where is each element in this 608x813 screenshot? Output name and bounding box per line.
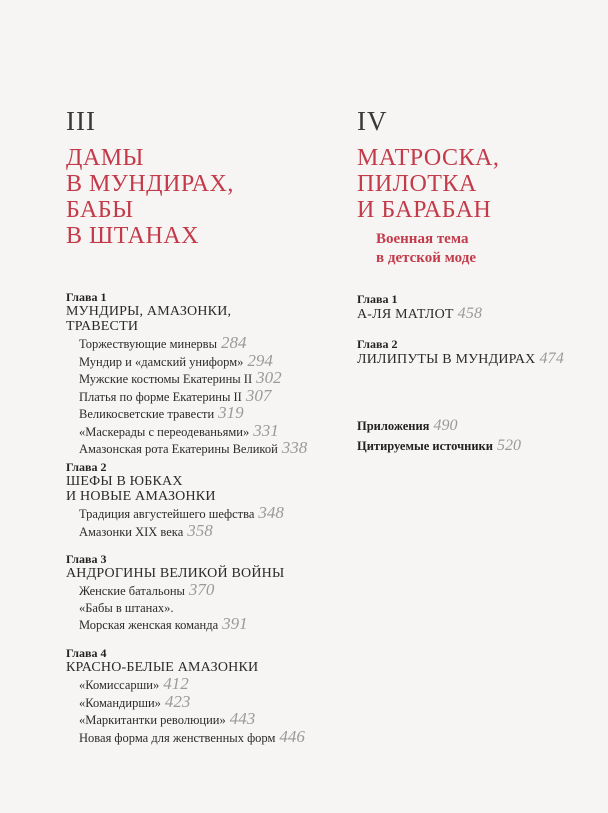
part-four-subtitle-line: Военная тема xyxy=(376,231,469,247)
chapter-page: 474 xyxy=(539,350,565,367)
toc-entry-title: Амазонская рота Екатерины Великой xyxy=(79,442,278,456)
toc-entry-page: 358 xyxy=(187,520,213,540)
part-three-number: III xyxy=(66,106,96,136)
part-three-title-line: БАБЫ xyxy=(66,197,134,223)
toc-entry-page: 443 xyxy=(229,709,256,728)
chapter-title-line: КРАСНО-БЕЛЫЕ АМАЗОНКИ xyxy=(66,660,259,675)
chapter-label: Глава 2 xyxy=(66,460,107,474)
appendices xyxy=(357,416,597,456)
chapter-entries xyxy=(66,335,366,458)
toc-entry[interactable] xyxy=(79,616,366,634)
toc-entry[interactable] xyxy=(79,370,366,388)
toc-entry-page: 331 xyxy=(253,420,279,440)
chapter-title-line: ШЕФЫ В ЮБКАХ xyxy=(66,474,183,489)
chapter-title[interactable] xyxy=(66,304,366,334)
toc-entry[interactable] xyxy=(79,350,366,371)
chapter-block-3 xyxy=(66,552,366,634)
toc-entry-title: Торжествующие минервы xyxy=(79,337,217,351)
toc-entry[interactable] xyxy=(79,691,366,712)
appendix-page: 520 xyxy=(496,437,521,454)
toc-entry-title: Мужские костюмы Екатерины II xyxy=(79,372,253,386)
part-three-title-line: В ШТАНАХ xyxy=(66,223,200,249)
toc-entry-page: 338 xyxy=(281,438,308,457)
toc-entry-title: «Маскерады с переодеваньями» xyxy=(79,424,250,439)
appendix-entry[interactable] xyxy=(357,416,597,436)
part-four-subtitle-line: в детской моде xyxy=(376,250,476,266)
toc-entry-page: 348 xyxy=(258,503,284,522)
chapter-entries xyxy=(66,505,366,540)
toc-entry-title: «Бабы в штанах». xyxy=(79,600,174,615)
chapter-block-1 xyxy=(66,290,366,458)
toc-entry-page: 302 xyxy=(256,368,282,387)
chapter-title[interactable] xyxy=(357,306,597,322)
chapter-title[interactable] xyxy=(66,566,366,581)
appendix-title: Приложения xyxy=(357,419,430,433)
toc-entry-title: «Маркитантки революции» xyxy=(79,713,226,727)
appendix-page: 490 xyxy=(433,417,458,434)
toc-entry[interactable] xyxy=(79,582,366,600)
toc-entry[interactable] xyxy=(79,405,366,423)
toc-entry-title: «Комиссарши» xyxy=(79,678,160,692)
chapter-label: Глава 2 xyxy=(357,337,398,351)
part-three-title xyxy=(66,145,234,249)
toc-entry-page: 370 xyxy=(188,580,215,599)
toc-entry-page: 446 xyxy=(279,726,305,746)
chapter-label: Глава 3 xyxy=(66,552,107,566)
toc-entry-title: Платья по форме Екатерины II xyxy=(79,389,242,404)
toc-entry-title: Мундир и «дамский униформ» xyxy=(79,354,244,369)
toc-entry-page: 284 xyxy=(220,333,247,352)
chapter-title[interactable] xyxy=(66,660,366,675)
part-four-chapter-1 xyxy=(357,292,597,322)
toc-entry-title: «Командирши» xyxy=(79,695,161,710)
toc-entry[interactable] xyxy=(79,676,366,694)
toc-entry-title: Женские батальоны xyxy=(79,584,185,598)
part-four-title-line: И БАРАБАН xyxy=(357,197,492,223)
chapter-label: Глава 4 xyxy=(66,646,107,660)
chapter-title-text: А-ЛЯ МАТЛОТ xyxy=(357,307,454,322)
chapter-title-text: ЛИЛИПУТЫ В МУНДИРАХ xyxy=(357,352,536,367)
chapter-block-4 xyxy=(66,646,366,746)
toc-entry[interactable] xyxy=(79,711,366,729)
toc-entry[interactable] xyxy=(79,335,366,353)
part-three-title-line: В МУНДИРАХ, xyxy=(66,171,234,197)
toc-entry-page: 412 xyxy=(163,674,189,693)
toc-entry-title: Амазонки XIX века xyxy=(79,524,184,539)
chapter-label: Глава 1 xyxy=(357,292,398,306)
toc-entry-title: Великосветские травести xyxy=(79,407,215,421)
chapter-entries xyxy=(66,582,366,634)
toc-entry-page: 319 xyxy=(218,403,244,422)
chapter-page: 458 xyxy=(457,305,483,322)
part-four-number: IV xyxy=(357,106,388,136)
toc-entry[interactable] xyxy=(79,726,366,747)
part-four-title-line: ПИЛОТКА xyxy=(357,171,477,197)
toc-entry-page: 294 xyxy=(247,350,273,370)
chapter-label: Глава 1 xyxy=(66,290,107,304)
chapter-entries xyxy=(66,676,366,746)
toc-entry[interactable] xyxy=(79,505,366,523)
toc-entry-page: 307 xyxy=(245,385,272,405)
toc-entry[interactable] xyxy=(79,440,366,458)
chapter-title-line: АНДРОГИНЫ ВЕЛИКОЙ ВОЙНЫ xyxy=(66,566,285,581)
appendix-entry[interactable] xyxy=(357,436,597,456)
chapter-title[interactable] xyxy=(357,351,597,367)
appendix-title: Цитируемые источники xyxy=(357,439,493,453)
part-four-title xyxy=(357,145,499,223)
toc-entry[interactable] xyxy=(79,420,366,441)
toc-entry-page: 391 xyxy=(222,614,248,633)
part-four-subtitle xyxy=(376,230,476,268)
toc-entry[interactable] xyxy=(79,520,366,541)
chapter-title[interactable] xyxy=(66,474,366,504)
chapter-title-line: ТРАВЕСТИ xyxy=(66,319,139,334)
chapter-title-line: И НОВЫЕ АМАЗОНКИ xyxy=(66,489,216,504)
toc-entry-title: Морская женская команда xyxy=(79,618,219,632)
toc-entry-title: Новая форма для женственных форм xyxy=(79,730,276,745)
toc-entry-title: Традиция августейшего шефства xyxy=(79,507,255,521)
part-three-title-line: ДАМЫ xyxy=(66,145,144,171)
chapter-block-2 xyxy=(66,460,366,540)
toc-entry-page: 423 xyxy=(164,691,191,711)
part-four-chapter-2 xyxy=(357,337,597,367)
chapter-title-line: МУНДИРЫ, АМАЗОНКИ, xyxy=(66,304,232,319)
part-four-title-line: МАТРОСКА, xyxy=(357,145,500,171)
